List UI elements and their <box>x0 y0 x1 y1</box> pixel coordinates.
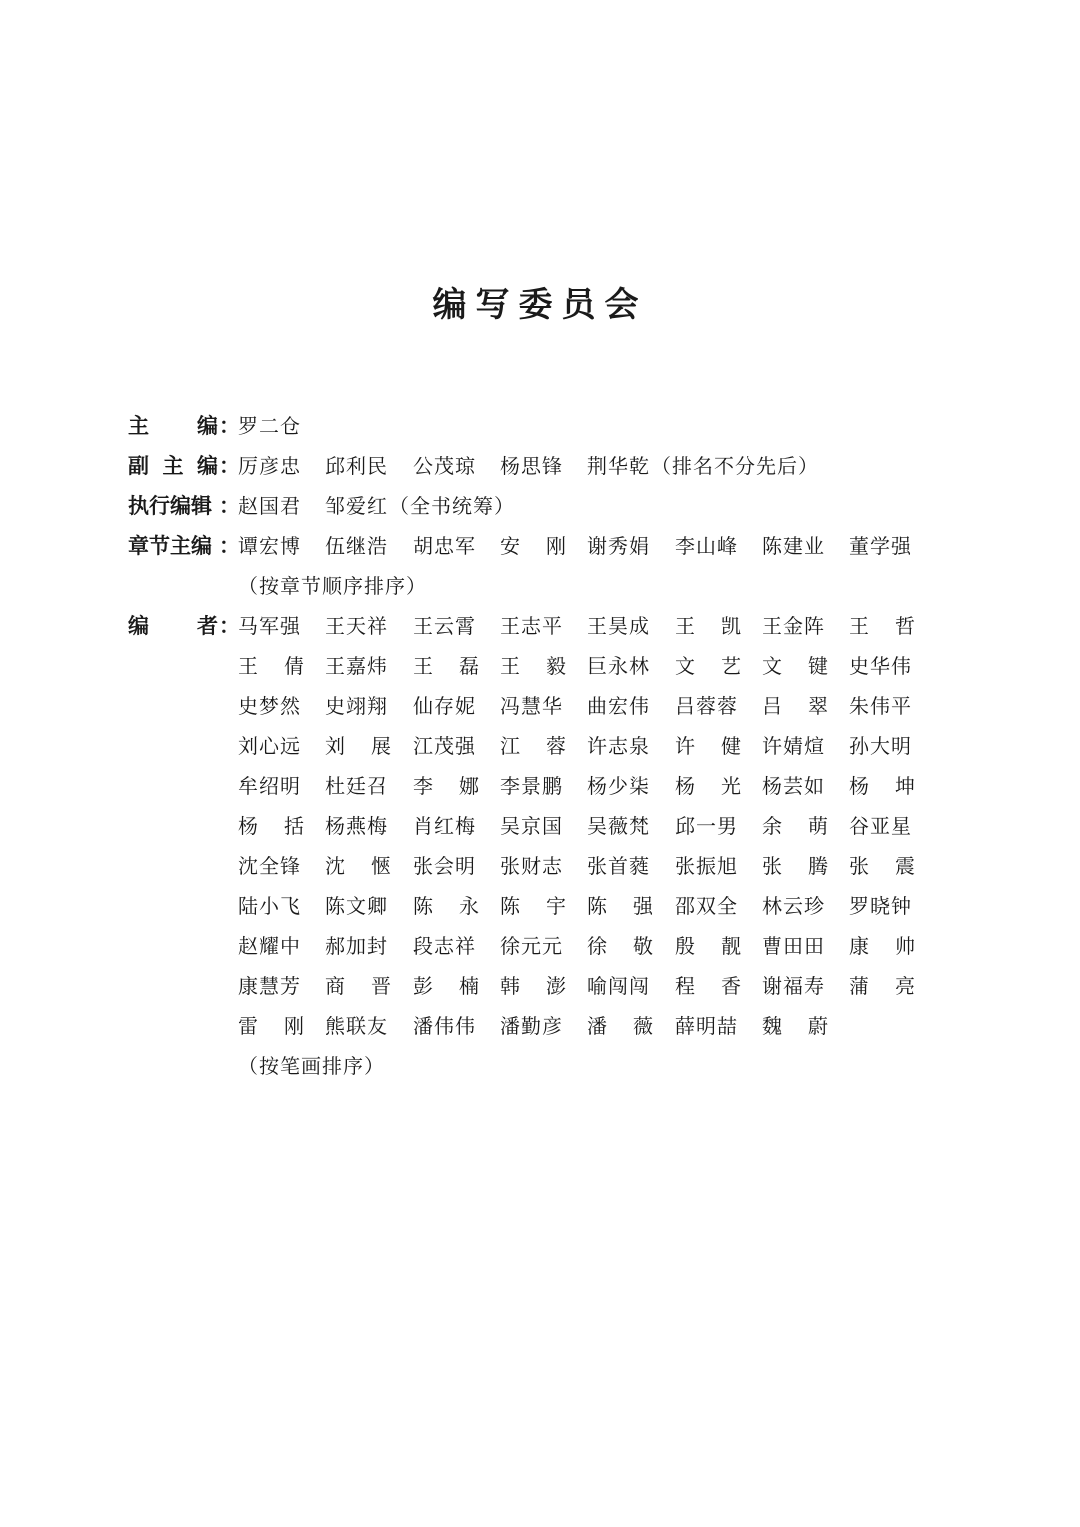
person-name: 肖红梅 <box>413 814 476 838</box>
person-name: 曹田田 <box>762 934 825 958</box>
person-name: 商 晋 <box>325 974 391 998</box>
person-name: 赵耀中 <box>238 934 301 958</box>
person-name: 李 娜 <box>413 774 479 798</box>
person-name: 潘伟伟 <box>413 1014 476 1038</box>
person-name: 史翊翔 <box>325 694 388 718</box>
person-name: 魏 蔚 <box>762 1014 828 1038</box>
person-name: 董学强 <box>849 534 912 558</box>
person-name: 胡忠军 <box>413 534 476 558</box>
person-name: 马军强 <box>238 614 301 638</box>
person-name: 徐 敬 <box>587 934 653 958</box>
person-name: 罗晓钟 <box>849 894 912 918</box>
person-name: 陆小飞 <box>238 894 301 918</box>
person-name: 许 健 <box>675 734 741 758</box>
person-name: 王 磊 <box>413 654 479 678</box>
person-name: 史华伟 <box>849 654 912 678</box>
person-name: 王金阵 <box>762 614 825 638</box>
person-name: 吕蓉蓉 <box>675 694 738 718</box>
person-name: 张会明 <box>413 854 476 878</box>
person-name: 张 震 <box>849 854 915 878</box>
chapter-editors-note: （按章节顺序排序） <box>238 574 427 598</box>
page-title: 编写委员会 <box>432 285 648 325</box>
person-name: 余 萌 <box>762 814 828 838</box>
person-name: 孙大明 <box>849 734 912 758</box>
person-name: 邱一男 <box>675 814 738 838</box>
person-name: 吕 翠 <box>762 694 828 718</box>
person-name: 曲宏伟 <box>587 694 650 718</box>
person-name: 杨芸如 <box>762 774 825 798</box>
person-name: 王 凯 <box>675 614 741 638</box>
deputy-editors-note: （排名不分先后） <box>651 454 819 478</box>
person-name: 邹爱红 <box>325 494 388 518</box>
person-name: 江 蓉 <box>500 734 566 758</box>
person-name: 安 刚 <box>500 534 566 558</box>
person-name: 陈建业 <box>762 534 825 558</box>
person-name: 雷 刚 <box>238 1014 304 1038</box>
person-name: 牟绍明 <box>238 774 301 798</box>
person-name: 罗二仓 <box>238 414 301 438</box>
person-name: 巨永林 <box>587 654 650 678</box>
label-colon: ： <box>219 414 240 438</box>
person-name: 王志平 <box>500 614 563 638</box>
person-name: 程 香 <box>675 974 741 998</box>
person-name: 王天祥 <box>325 614 388 638</box>
person-name: 潘 薇 <box>587 1014 653 1038</box>
executive-editors-label: 执行编辑 <box>128 494 212 518</box>
person-name: 杨燕梅 <box>325 814 388 838</box>
person-name: 殷 靓 <box>675 934 741 958</box>
person-name: 潘勤彦 <box>500 1014 563 1038</box>
person-name: 赵国君 <box>238 494 301 518</box>
person-name: 文 键 <box>762 654 828 678</box>
person-name: 冯慧华 <box>500 694 563 718</box>
person-name: 仙存妮 <box>413 694 476 718</box>
person-name: 郝加封 <box>325 934 388 958</box>
label-colon: ： <box>219 454 240 478</box>
chief-editor-label-char: 主 <box>128 414 149 438</box>
deputy-editors-label-char: 编 <box>197 454 218 478</box>
contributors-label-char: 编 <box>128 614 149 638</box>
person-name: 熊联友 <box>325 1014 388 1038</box>
person-name: 彭 楠 <box>413 974 479 998</box>
contributors-note: （按笔画排序） <box>238 1054 385 1078</box>
person-name: 杜廷召 <box>325 774 388 798</box>
executive-editors-note: （全书统筹） <box>389 494 515 518</box>
person-name: 李山峰 <box>675 534 738 558</box>
person-name: 朱伟平 <box>849 694 912 718</box>
person-name: 王 哲 <box>849 614 915 638</box>
person-name: 杨 括 <box>238 814 304 838</box>
person-name: 王嘉炜 <box>325 654 388 678</box>
person-name: 荆华乾 <box>587 454 650 478</box>
person-name: 王云霄 <box>413 614 476 638</box>
person-name: 刘 展 <box>325 734 391 758</box>
person-name: 张首蕤 <box>587 854 650 878</box>
person-name: 林云珍 <box>762 894 825 918</box>
person-name: 薛明喆 <box>675 1014 738 1038</box>
label-colon: ： <box>219 494 240 518</box>
person-name: 伍继浩 <box>325 534 388 558</box>
deputy-editors-label-char: 主 <box>162 454 184 478</box>
person-name: 谷亚星 <box>849 814 912 838</box>
chapter-editors-label: 章节主编 <box>128 534 212 558</box>
person-name: 王 倩 <box>238 654 304 678</box>
person-name: 许志泉 <box>587 734 650 758</box>
deputy-editors-label-char: 副 <box>128 454 149 478</box>
person-name: 吴薇梵 <box>587 814 650 838</box>
person-name: 蒲 亮 <box>849 974 915 998</box>
person-name: 陈 强 <box>587 894 653 918</box>
person-name: 杨思锋 <box>500 454 563 478</box>
person-name: 杨少柒 <box>587 774 650 798</box>
person-name: 江茂强 <box>413 734 476 758</box>
person-name: 李景鹏 <box>500 774 563 798</box>
person-name: 王昊成 <box>587 614 650 638</box>
person-name: 文 艺 <box>675 654 741 678</box>
person-name: 沈全锋 <box>238 854 301 878</box>
person-name: 许婧煊 <box>762 734 825 758</box>
person-name: 康慧芳 <box>238 974 301 998</box>
person-name: 史梦然 <box>238 694 301 718</box>
person-name: 张 腾 <box>762 854 828 878</box>
person-name: 张财志 <box>500 854 563 878</box>
person-name: 厉彦忠 <box>238 454 301 478</box>
person-name: 沈 愜 <box>325 854 391 878</box>
label-colon: ： <box>219 614 240 638</box>
label-colon: ： <box>219 534 240 558</box>
person-name: 段志祥 <box>413 934 476 958</box>
person-name: 邱利民 <box>325 454 388 478</box>
person-name: 张振旭 <box>675 854 738 878</box>
chief-editor-label-char: 编 <box>197 414 218 438</box>
person-name: 杨 光 <box>675 774 741 798</box>
person-name: 陈 永 <box>413 894 479 918</box>
person-name: 刘心远 <box>238 734 301 758</box>
person-name: 王 毅 <box>500 654 566 678</box>
person-name: 康 帅 <box>849 934 915 958</box>
person-name: 公茂琼 <box>413 454 476 478</box>
person-name: 谢福寿 <box>762 974 825 998</box>
person-name: 吴京国 <box>500 814 563 838</box>
person-name: 陈 宇 <box>500 894 566 918</box>
person-name: 杨 坤 <box>849 774 915 798</box>
person-name: 韩 澎 <box>500 974 566 998</box>
person-name: 陈文卿 <box>325 894 388 918</box>
person-name: 徐元元 <box>500 934 563 958</box>
person-name: 喻闯闯 <box>587 974 650 998</box>
person-name: 谭宏博 <box>238 534 301 558</box>
person-name: 谢秀娟 <box>587 534 650 558</box>
contributors-label-char: 者 <box>197 614 218 638</box>
person-name: 邵双全 <box>675 894 738 918</box>
